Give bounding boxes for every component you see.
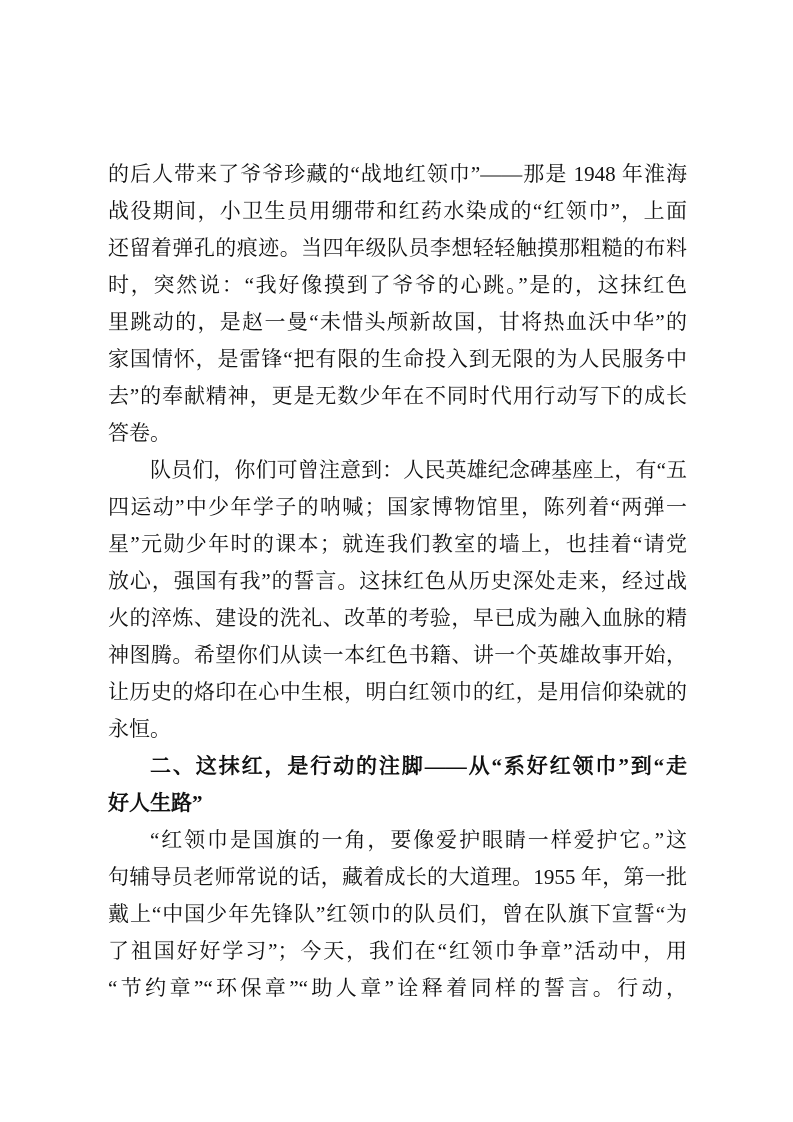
- text-line: 答卷。: [108, 421, 171, 445]
- document-page: [108, 156, 687, 1007]
- text-line: 里跳动的，是赵一曼“未惜头颅新故国，甘将热血沃中华”的: [108, 310, 687, 334]
- text-line: 戴上“中国少年先锋队”红领巾的队员们，曾在队旗下宣誓“为: [108, 902, 687, 926]
- text-line: 队员们，你们可曾注意到：人民英雄纪念碑基座上，有“五: [150, 458, 687, 482]
- text-line: 星”元勋少年时的课本；就连我们教室的墙上，也挂着“请党: [108, 532, 687, 556]
- text-line: “节约章”“环保章”“助人章”诠释着同样的誓言。行动，: [108, 976, 687, 1000]
- text-line: 战役期间，小卫生员用绷带和红药水染成的“红领巾”，上面: [108, 199, 687, 223]
- text-line: 家国情怀，是雷锋“把有限的生命投入到无限的为人民服务中: [108, 347, 687, 371]
- text-line: 放心，强国有我”的誓言。这抹红色从历史深处走来，经过战: [108, 569, 687, 593]
- paragraph: [108, 822, 687, 1007]
- text-line: 的后人带来了爷爷珍藏的“战地红领巾”——那是 1948 年淮海: [108, 162, 687, 186]
- text-line: 句辅导员老师常说的话，藏着成长的大道理。1955 年，第一批: [108, 865, 687, 889]
- text-line: 去”的奉献精神，更是无数少年在不同时代用行动写下的成长: [108, 384, 687, 408]
- text-line: 还留着弹孔的痕迹。当四年级队员李想轻轻触摸那粗糙的布料: [108, 236, 687, 260]
- text-line: “红领巾是国旗的一角，要像爱护眼睛一样爱护它。”这: [150, 828, 687, 852]
- text-line: 火的淬炼、建设的洗礼、改革的考验，早已成为融入血脉的精: [108, 606, 687, 630]
- text-line: 时，突然说：“我好像摸到了爷爷的心跳。”是的，这抹红色: [108, 273, 687, 297]
- paragraph: [108, 452, 687, 748]
- text-line: 二、这抹红，是行动的注脚——从“系好红领巾”到“走: [150, 754, 687, 778]
- text-line: 好人生路”: [108, 791, 203, 815]
- text-line: 永恒。: [108, 717, 171, 741]
- text-line: 神图腾。希望你们从读一本红色书籍、讲一个英雄故事开始，: [108, 643, 687, 667]
- text-line: 让历史的烙印在心中生根，明白红领巾的红，是用信仰染就的: [108, 680, 687, 704]
- paragraph: [108, 156, 687, 452]
- section-heading: [108, 748, 687, 822]
- text-line: 四运动”中少年学子的呐喊；国家博物馆里，陈列着“两弹一: [108, 495, 687, 519]
- text-line: 了祖国好好学习”；今天，我们在“红领巾争章”活动中，用: [108, 939, 687, 963]
